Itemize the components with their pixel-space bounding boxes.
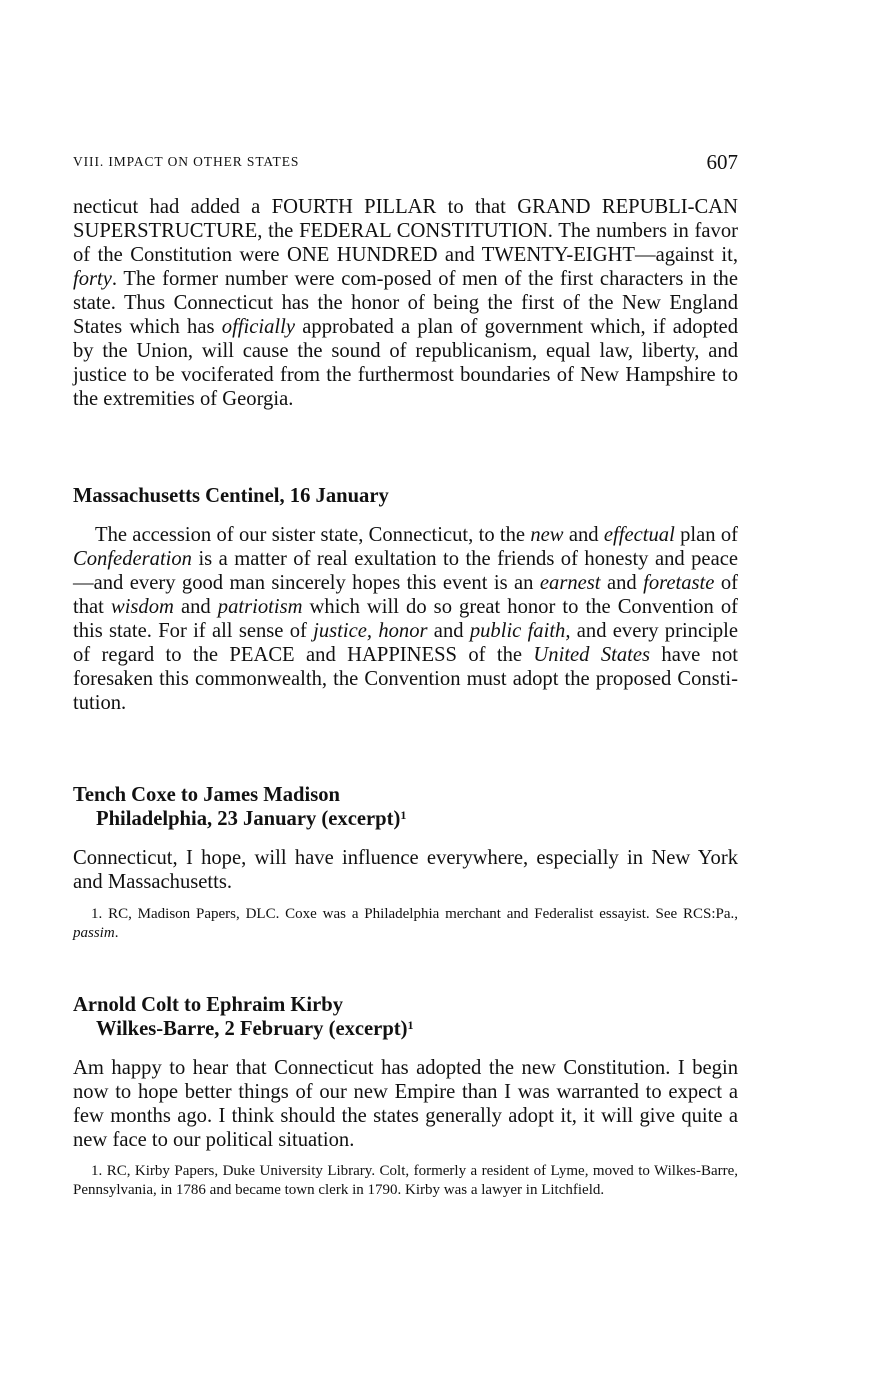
text-run: and every principle of regard to the PEACE and HAPPINESS of the (73, 620, 739, 666)
italic-run: forty (73, 268, 112, 290)
italic-run: new (530, 524, 564, 546)
text-run: approbated a plan of government which, if adopted by the Union, will cause the sound of republicanism, equal law, liberty, and justice to be vociferated from the furthermost boundaries of New Hampshire to the extremities of Georgia. (73, 316, 738, 410)
text-run: and (563, 524, 604, 546)
text-run: necticut had added a FOURTH PILLAR to that GRAND REPUBLI-CAN SUPERSTRUCTURE, the FEDERAL CONSTITUTION. The numbers in favor of the Constitution were ONE HUNDRED and TWENTY-EIGHT—against it, (73, 196, 738, 266)
heading-subline (73, 1017, 738, 1041)
italic-run: effectual (603, 524, 675, 546)
italic-run: public faith, (469, 620, 571, 642)
heading-line: Tench Coxe to James Madison (73, 784, 340, 806)
colt-footnote: 1. RC, Kirby Papers, Duke University Library. Colt, formerly a resident of Lyme, moved to Wilkes-Barre, Pennsylvania, in 1786 and became town clerk in 1790. Kirby was a lawyer in Litchfield. (73, 1163, 738, 1198)
text-run: plan of (674, 524, 738, 546)
italic-run: earnest (539, 572, 601, 594)
heading-subline-text: Philadelphia, 23 January (excerpt) (96, 808, 401, 830)
section-heading-coxe-to-madison (73, 783, 738, 831)
page-number: 607 (706, 150, 738, 174)
section-heading-colt-to-kirby (73, 993, 738, 1041)
text-run: of that (73, 572, 739, 618)
italic-run: officially (221, 316, 295, 338)
text-run: and (427, 620, 470, 642)
heading-subline-text: Wilkes-Barre, 2 February (excerpt) (96, 1018, 408, 1040)
italic-run: Confederation (73, 548, 192, 570)
text-run: . (114, 925, 119, 941)
massachusetts-centinel-paragraph (73, 523, 738, 715)
coxe-footnote (73, 905, 738, 943)
italic-run: justice, honor (313, 620, 428, 642)
page-header (73, 150, 738, 174)
text-run: is a matter of real exultation to the friends of honesty and peace—and every good man sincerely hopes this event is an (73, 548, 738, 594)
text-run: . The former number were com-posed of men of the first characters in the state. Thus Connecticut has the honor of being the first of the New England States which has (73, 268, 738, 338)
footnote-marker: 1 (407, 1018, 414, 1032)
italic-run: patriotism (217, 596, 303, 618)
section-heading-massachusetts-centinel: Massachusetts Centinel, 16 January (73, 485, 389, 507)
text-run: have not foresaken this commonwealth, the Convention must adopt the proposed Consti-tution. (73, 644, 738, 714)
text-run: and (173, 596, 218, 618)
text-run: The accession of our sister state, Connecticut, to the (95, 524, 531, 546)
text-run: 1. RC, Madison Papers, DLC. Coxe was a Philadelphia merchant and Federalist essayist. See RCS:Pa., (91, 906, 738, 922)
italic-run: foretaste (643, 572, 715, 594)
colt-letter-paragraph: Am happy to hear that Connecticut has adopted the new Constitution. I begin now to hope better things of our new Empire than I was warranted to expect a few months ago. I think should the states generally adopt it, it will give quite a new face to our political situation. (73, 1057, 738, 1151)
text-run: which will do so great honor to the Convention of this state. For if all sense of (73, 596, 739, 642)
continued-paragraph (73, 195, 738, 411)
text-run: and (600, 572, 644, 594)
coxe-letter-paragraph: Connecticut, I hope, will have influence everywhere, especially in New York and Massachusetts. (73, 847, 738, 893)
footnote-marker: 1 (400, 808, 407, 822)
italic-run: United States (533, 644, 651, 666)
heading-subline (73, 807, 738, 831)
heading-line: Arnold Colt to Ephraim Kirby (73, 994, 344, 1016)
running-head: VIII. IMPACT ON OTHER STATES (73, 154, 300, 169)
italic-run: wisdom (110, 596, 174, 618)
italic-run: passim (73, 925, 115, 941)
